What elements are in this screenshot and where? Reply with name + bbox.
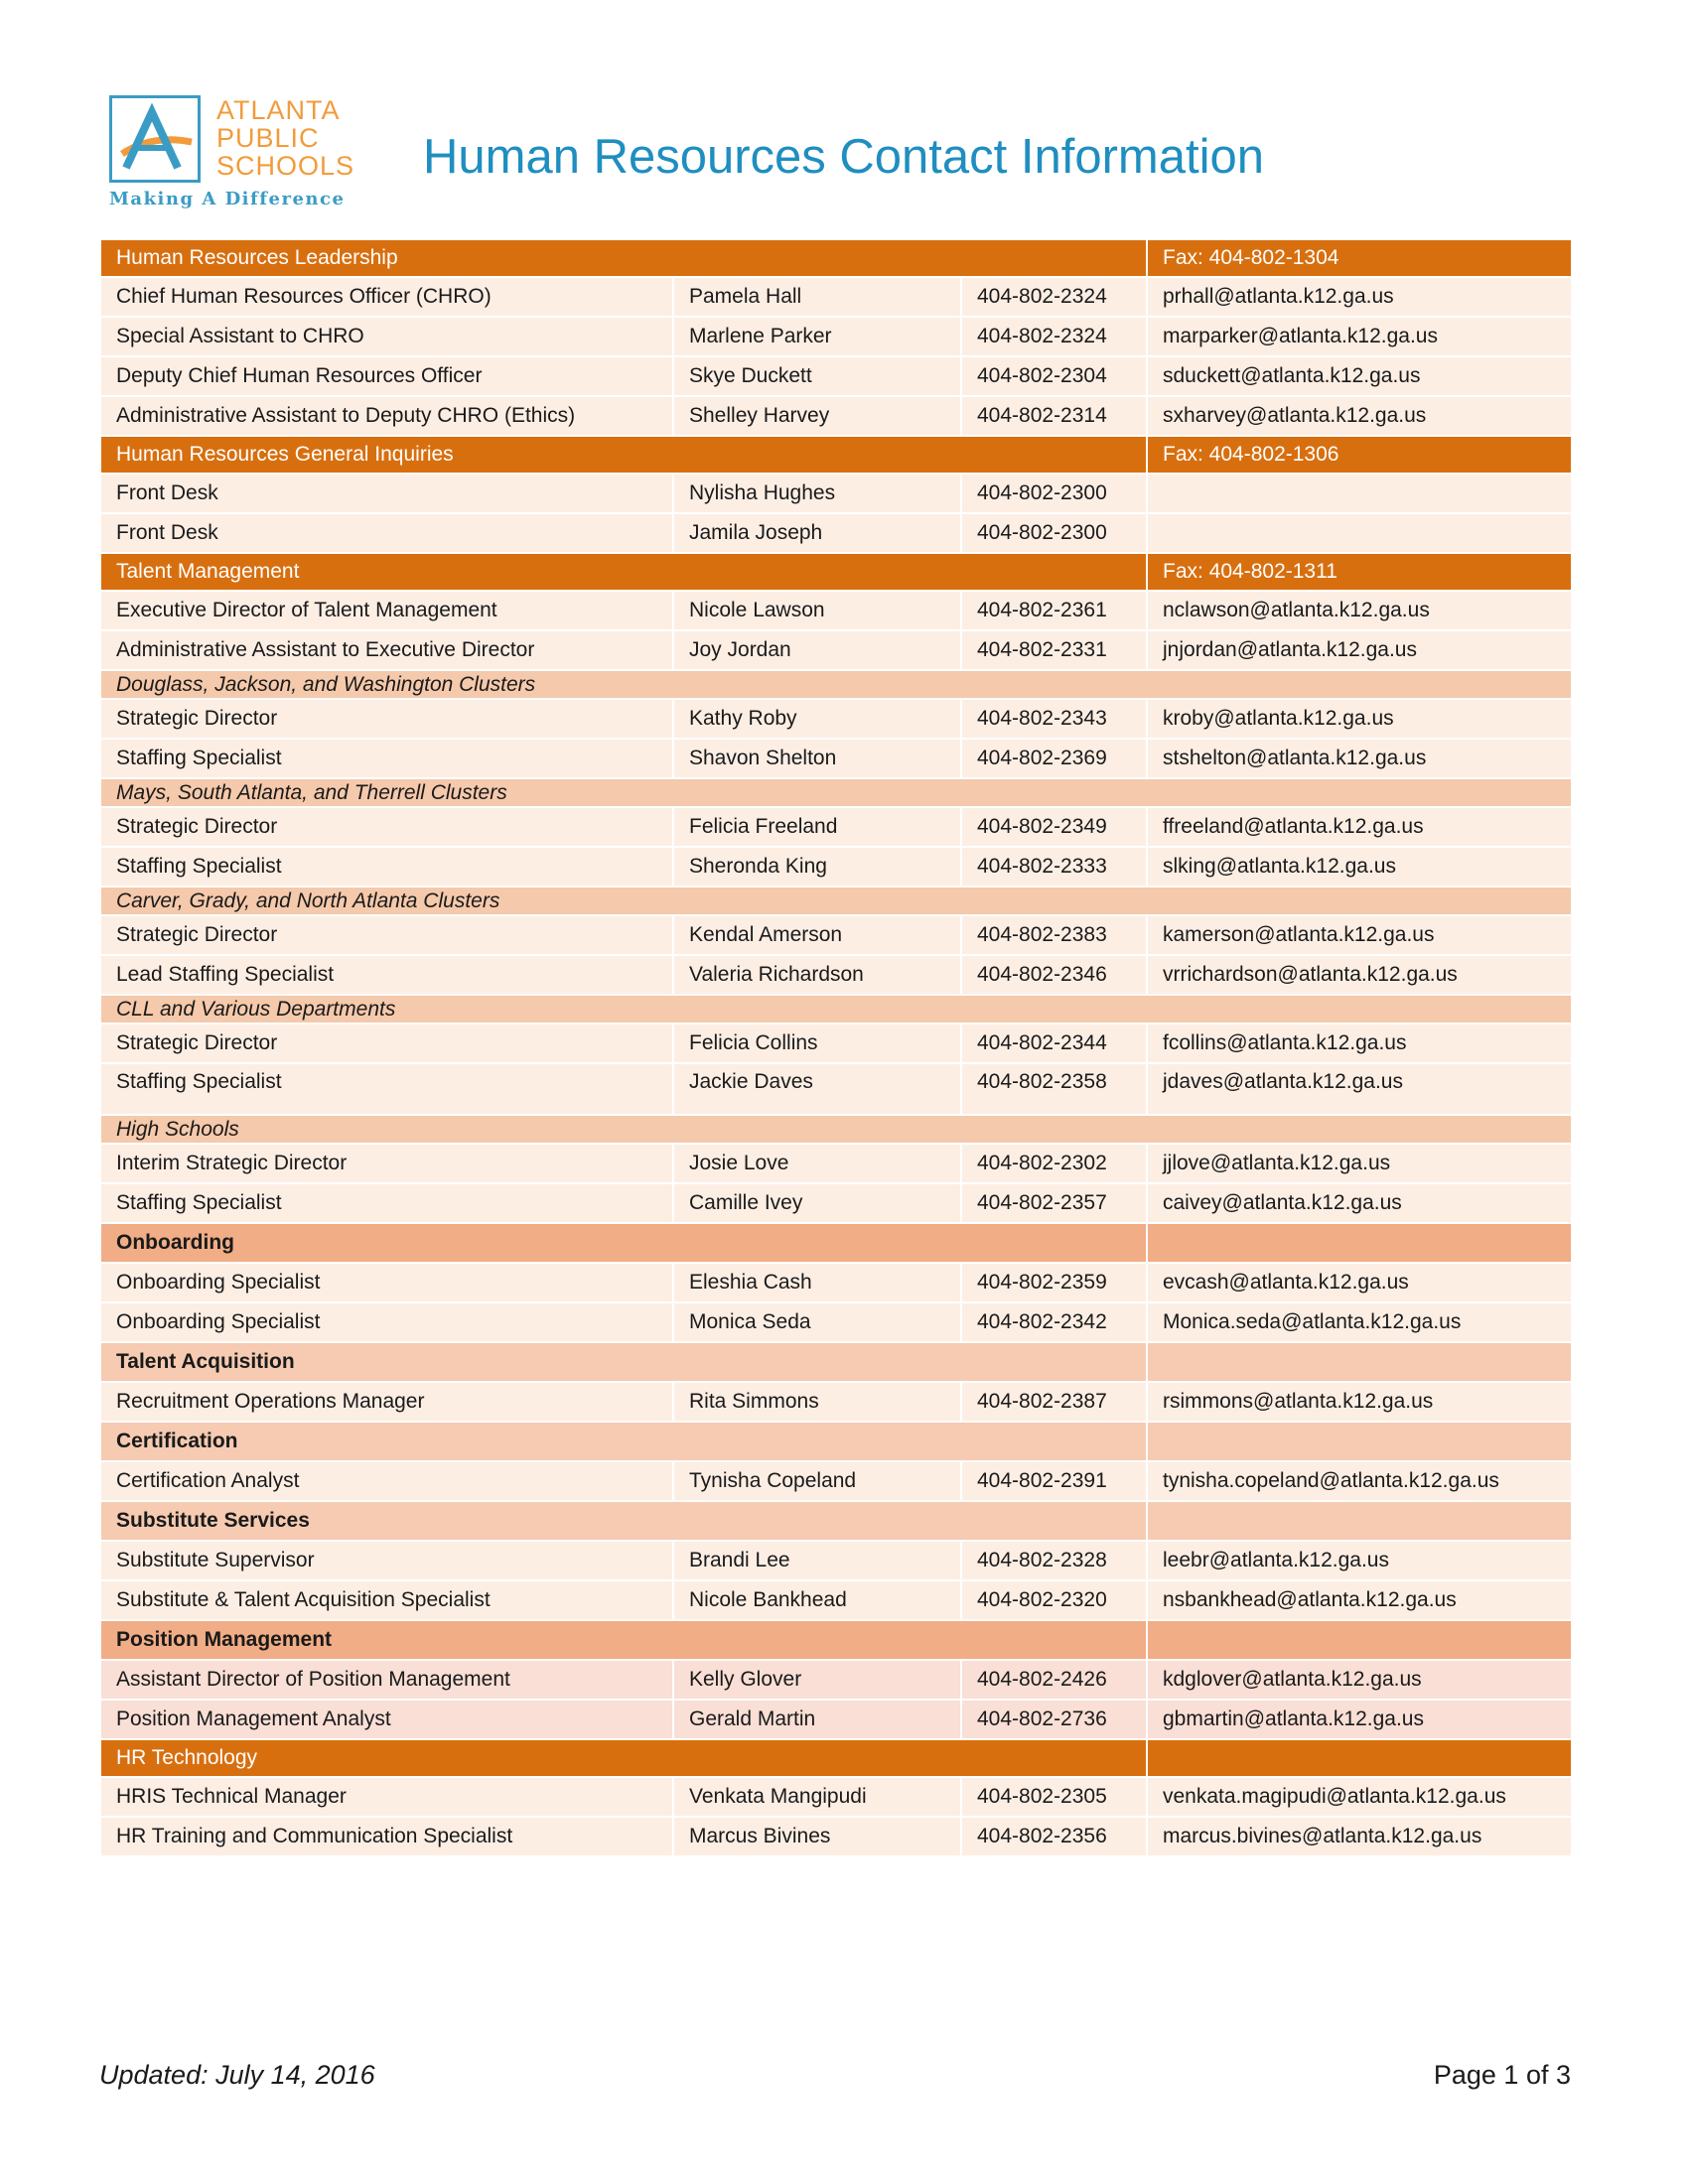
contact-email: nclawson@atlanta.k12.ga.us <box>1147 591 1572 630</box>
table-row <box>100 591 1572 630</box>
contact-title: Certification Analyst <box>100 1461 673 1501</box>
contact-email: fcollins@atlanta.k12.ga.us <box>1147 1024 1572 1063</box>
subsection-header <box>100 1223 1572 1263</box>
table-row <box>100 396 1572 436</box>
contact-name: Kathy Roby <box>673 699 961 739</box>
section-header <box>100 553 1572 591</box>
contact-email: sxharvey@atlanta.k12.ga.us <box>1147 396 1572 436</box>
contact-title: Staffing Specialist <box>100 1183 673 1223</box>
aps-logo <box>107 93 355 212</box>
contact-phone: 404-802-2314 <box>961 396 1147 436</box>
contact-email: ffreeland@atlanta.k12.ga.us <box>1147 807 1572 847</box>
contact-email: jnjordan@atlanta.k12.ga.us <box>1147 630 1572 670</box>
contact-name: Jamila Joseph <box>673 513 961 553</box>
contact-name: Jackie Daves <box>673 1063 961 1115</box>
contact-name: Felicia Collins <box>673 1024 961 1063</box>
contact-phone: 404-802-2349 <box>961 807 1147 847</box>
contact-title: Staffing Specialist <box>100 847 673 887</box>
table-row <box>100 317 1572 356</box>
contact-phone: 404-802-2331 <box>961 630 1147 670</box>
contact-name: Skye Duckett <box>673 356 961 396</box>
contact-phone: 404-802-2300 <box>961 513 1147 553</box>
table-row <box>100 630 1572 670</box>
page-number: Page 1 of 3 <box>1433 2060 1571 2090</box>
section-header <box>100 1739 1572 1777</box>
contact-name: Gerald Martin <box>673 1700 961 1739</box>
section-header <box>100 239 1572 277</box>
contact-name: Nylisha Hughes <box>673 474 961 513</box>
table-row <box>100 1263 1572 1302</box>
contact-title: Administrative Assistant to Executive Director <box>100 630 673 670</box>
cluster-title: Douglass, Jackson, and Washington Clusters <box>100 670 1572 699</box>
subsection-header <box>100 1422 1572 1461</box>
section-title: HR Technology <box>100 1739 1147 1777</box>
section-fax <box>1147 1739 1572 1777</box>
contact-email: nsbankhead@atlanta.k12.ga.us <box>1147 1580 1572 1620</box>
contact-name: Valeria Richardson <box>673 955 961 995</box>
contact-title: HRIS Technical Manager <box>100 1777 673 1817</box>
cluster-header <box>100 995 1572 1024</box>
contact-email: prhall@atlanta.k12.ga.us <box>1147 277 1572 317</box>
contact-title: Chief Human Resources Officer (CHRO) <box>100 277 673 317</box>
contact-email: venkata.magipudi@atlanta.k12.ga.us <box>1147 1777 1572 1817</box>
contact-phone: 404-802-2356 <box>961 1817 1147 1856</box>
contact-email: slking@atlanta.k12.ga.us <box>1147 847 1572 887</box>
subsection-title: Onboarding <box>100 1223 1147 1263</box>
table-row <box>100 1302 1572 1342</box>
cluster-header <box>100 1115 1572 1144</box>
contact-email: rsimmons@atlanta.k12.ga.us <box>1147 1382 1572 1422</box>
contact-phone: 404-802-2358 <box>961 1063 1147 1115</box>
subsection-title: Substitute Services <box>100 1501 1147 1541</box>
contact-title: Staffing Specialist <box>100 739 673 778</box>
cluster-title: Carver, Grady, and North Atlanta Clusters <box>100 887 1572 915</box>
contact-phone: 404-802-2736 <box>961 1700 1147 1739</box>
contact-title: Deputy Chief Human Resources Officer <box>100 356 673 396</box>
logo-line-2: PUBLIC <box>216 123 320 153</box>
contact-name: Camille Ivey <box>673 1183 961 1223</box>
logo-line-3: SCHOOLS <box>216 151 355 181</box>
contact-name: Josie Love <box>673 1144 961 1183</box>
subsection-blank <box>1147 1342 1572 1382</box>
contact-phone: 404-802-2324 <box>961 317 1147 356</box>
contact-title: Recruitment Operations Manager <box>100 1382 673 1422</box>
contact-phone: 404-802-2369 <box>961 739 1147 778</box>
table-row <box>100 1461 1572 1501</box>
contact-email: marcus.bivines@atlanta.k12.ga.us <box>1147 1817 1572 1856</box>
contact-title: Substitute Supervisor <box>100 1541 673 1580</box>
contact-name: Eleshia Cash <box>673 1263 961 1302</box>
contact-email: gbmartin@atlanta.k12.ga.us <box>1147 1700 1572 1739</box>
cluster-title: CLL and Various Departments <box>100 995 1572 1024</box>
contact-name: Tynisha Copeland <box>673 1461 961 1501</box>
contact-phone: 404-802-2324 <box>961 277 1147 317</box>
contact-name: Pamela Hall <box>673 277 961 317</box>
contact-name: Felicia Freeland <box>673 807 961 847</box>
section-title: Human Resources General Inquiries <box>100 436 1147 474</box>
contact-title: Strategic Director <box>100 807 673 847</box>
contact-name: Marlene Parker <box>673 317 961 356</box>
table-row <box>100 847 1572 887</box>
contact-name: Kendal Amerson <box>673 915 961 955</box>
contact-phone: 404-802-2343 <box>961 699 1147 739</box>
contact-email: sduckett@atlanta.k12.ga.us <box>1147 356 1572 396</box>
table-row <box>100 807 1572 847</box>
section-title: Human Resources Leadership <box>100 239 1147 277</box>
contact-name: Brandi Lee <box>673 1541 961 1580</box>
table-row <box>100 1063 1572 1115</box>
contact-email: jjlove@atlanta.k12.ga.us <box>1147 1144 1572 1183</box>
cluster-header <box>100 887 1572 915</box>
subsection-blank <box>1147 1422 1572 1461</box>
contact-phone: 404-802-2304 <box>961 356 1147 396</box>
logo-wordmark <box>216 97 354 181</box>
section-fax: Fax: 404-802-1304 <box>1147 239 1572 277</box>
contact-phone: 404-802-2346 <box>961 955 1147 995</box>
contact-email <box>1147 474 1572 513</box>
contact-email: stshelton@atlanta.k12.ga.us <box>1147 739 1572 778</box>
table-row <box>100 1183 1572 1223</box>
contact-phone: 404-802-2300 <box>961 474 1147 513</box>
contact-title: Position Management Analyst <box>100 1700 673 1739</box>
table-row <box>100 1382 1572 1422</box>
table-row <box>100 356 1572 396</box>
contacts-table-body <box>100 239 1572 1856</box>
subsection-blank <box>1147 1501 1572 1541</box>
table-row <box>100 1700 1572 1739</box>
contact-title: Substitute & Talent Acquisition Specialist <box>100 1580 673 1620</box>
subsection-header <box>100 1342 1572 1382</box>
subsection-title: Certification <box>100 1422 1147 1461</box>
contact-phone: 404-802-2333 <box>961 847 1147 887</box>
subsection-header <box>100 1501 1572 1541</box>
contact-phone: 404-802-2361 <box>961 591 1147 630</box>
table-row <box>100 699 1572 739</box>
contact-email: kamerson@atlanta.k12.ga.us <box>1147 915 1572 955</box>
table-row <box>100 1024 1572 1063</box>
section-title: Talent Management <box>100 553 1147 591</box>
table-row <box>100 513 1572 553</box>
contact-name: Nicole Bankhead <box>673 1580 961 1620</box>
cluster-title: High Schools <box>100 1115 1572 1144</box>
table-row <box>100 277 1572 317</box>
contact-phone: 404-802-2320 <box>961 1580 1147 1620</box>
table-row <box>100 1777 1572 1817</box>
contact-name: Nicole Lawson <box>673 591 961 630</box>
cluster-header <box>100 670 1572 699</box>
contact-phone: 404-802-2305 <box>961 1777 1147 1817</box>
contact-email: leebr@atlanta.k12.ga.us <box>1147 1541 1572 1580</box>
table-row <box>100 1541 1572 1580</box>
contact-name: Joy Jordan <box>673 630 961 670</box>
contact-phone: 404-802-2357 <box>961 1183 1147 1223</box>
contact-title: Lead Staffing Specialist <box>100 955 673 995</box>
contact-title: Executive Director of Talent Management <box>100 591 673 630</box>
table-row <box>100 1660 1572 1700</box>
contact-email: evcash@atlanta.k12.ga.us <box>1147 1263 1572 1302</box>
subsection-blank <box>1147 1223 1572 1263</box>
contact-name: Shelley Harvey <box>673 396 961 436</box>
contact-phone: 404-802-2359 <box>961 1263 1147 1302</box>
logo-emblem-icon <box>109 95 201 183</box>
section-fax: Fax: 404-802-1306 <box>1147 436 1572 474</box>
contact-title: Onboarding Specialist <box>100 1302 673 1342</box>
section-header <box>100 436 1572 474</box>
table-row <box>100 915 1572 955</box>
contact-phone: 404-802-2426 <box>961 1660 1147 1700</box>
contact-email: Monica.seda@atlanta.k12.ga.us <box>1147 1302 1572 1342</box>
contact-title: Administrative Assistant to Deputy CHRO (Ethics) <box>100 396 673 436</box>
contact-title: Front Desk <box>100 513 673 553</box>
subsection-title: Position Management <box>100 1620 1147 1660</box>
contacts-table <box>99 238 1573 1857</box>
contact-title: Front Desk <box>100 474 673 513</box>
contact-phone: 404-802-2302 <box>961 1144 1147 1183</box>
table-row <box>100 1580 1572 1620</box>
page-title: Human Resources Contact Information <box>423 130 1264 184</box>
contact-title: HR Training and Communication Specialist <box>100 1817 673 1856</box>
contact-email: jdaves@atlanta.k12.ga.us <box>1147 1063 1572 1115</box>
contact-phone: 404-802-2328 <box>961 1541 1147 1580</box>
logo-line-1: ATLANTA <box>216 95 341 125</box>
contact-phone: 404-802-2387 <box>961 1382 1147 1422</box>
contact-email: marparker@atlanta.k12.ga.us <box>1147 317 1572 356</box>
section-fax: Fax: 404-802-1311 <box>1147 553 1572 591</box>
contact-title: Strategic Director <box>100 699 673 739</box>
contact-title: Onboarding Specialist <box>100 1263 673 1302</box>
contact-title: Interim Strategic Director <box>100 1144 673 1183</box>
cluster-title: Mays, South Atlanta, and Therrell Clusters <box>100 778 1572 807</box>
subsection-blank <box>1147 1620 1572 1660</box>
contact-title: Assistant Director of Position Management <box>100 1660 673 1700</box>
contact-title: Strategic Director <box>100 915 673 955</box>
logo-tagline: Making A Difference <box>109 189 346 209</box>
table-row <box>100 474 1572 513</box>
subsection-header <box>100 1620 1572 1660</box>
contact-email: vrrichardson@atlanta.k12.ga.us <box>1147 955 1572 995</box>
contact-email: caivey@atlanta.k12.ga.us <box>1147 1183 1572 1223</box>
contact-title: Strategic Director <box>100 1024 673 1063</box>
contact-title: Staffing Specialist <box>100 1063 673 1115</box>
table-row <box>100 955 1572 995</box>
contact-phone: 404-802-2344 <box>961 1024 1147 1063</box>
contact-email: kroby@atlanta.k12.ga.us <box>1147 699 1572 739</box>
contact-name: Rita Simmons <box>673 1382 961 1422</box>
contact-name: Sheronda King <box>673 847 961 887</box>
contact-name: Marcus Bivines <box>673 1817 961 1856</box>
contact-phone: 404-802-2342 <box>961 1302 1147 1342</box>
contact-email: kdglover@atlanta.k12.ga.us <box>1147 1660 1572 1700</box>
contact-name: Kelly Glover <box>673 1660 961 1700</box>
contact-name: Monica Seda <box>673 1302 961 1342</box>
updated-date: Updated: July 14, 2016 <box>99 2060 375 2090</box>
contact-title: Special Assistant to CHRO <box>100 317 673 356</box>
contact-email <box>1147 513 1572 553</box>
contact-phone: 404-802-2391 <box>961 1461 1147 1501</box>
contact-email: tynisha.copeland@atlanta.k12.ga.us <box>1147 1461 1572 1501</box>
contact-name: Venkata Mangipudi <box>673 1777 961 1817</box>
cluster-header <box>100 778 1572 807</box>
table-row <box>100 1817 1572 1856</box>
table-row <box>100 1144 1572 1183</box>
subsection-title: Talent Acquisition <box>100 1342 1147 1382</box>
contact-phone: 404-802-2383 <box>961 915 1147 955</box>
contact-name: Shavon Shelton <box>673 739 961 778</box>
table-row <box>100 739 1572 778</box>
